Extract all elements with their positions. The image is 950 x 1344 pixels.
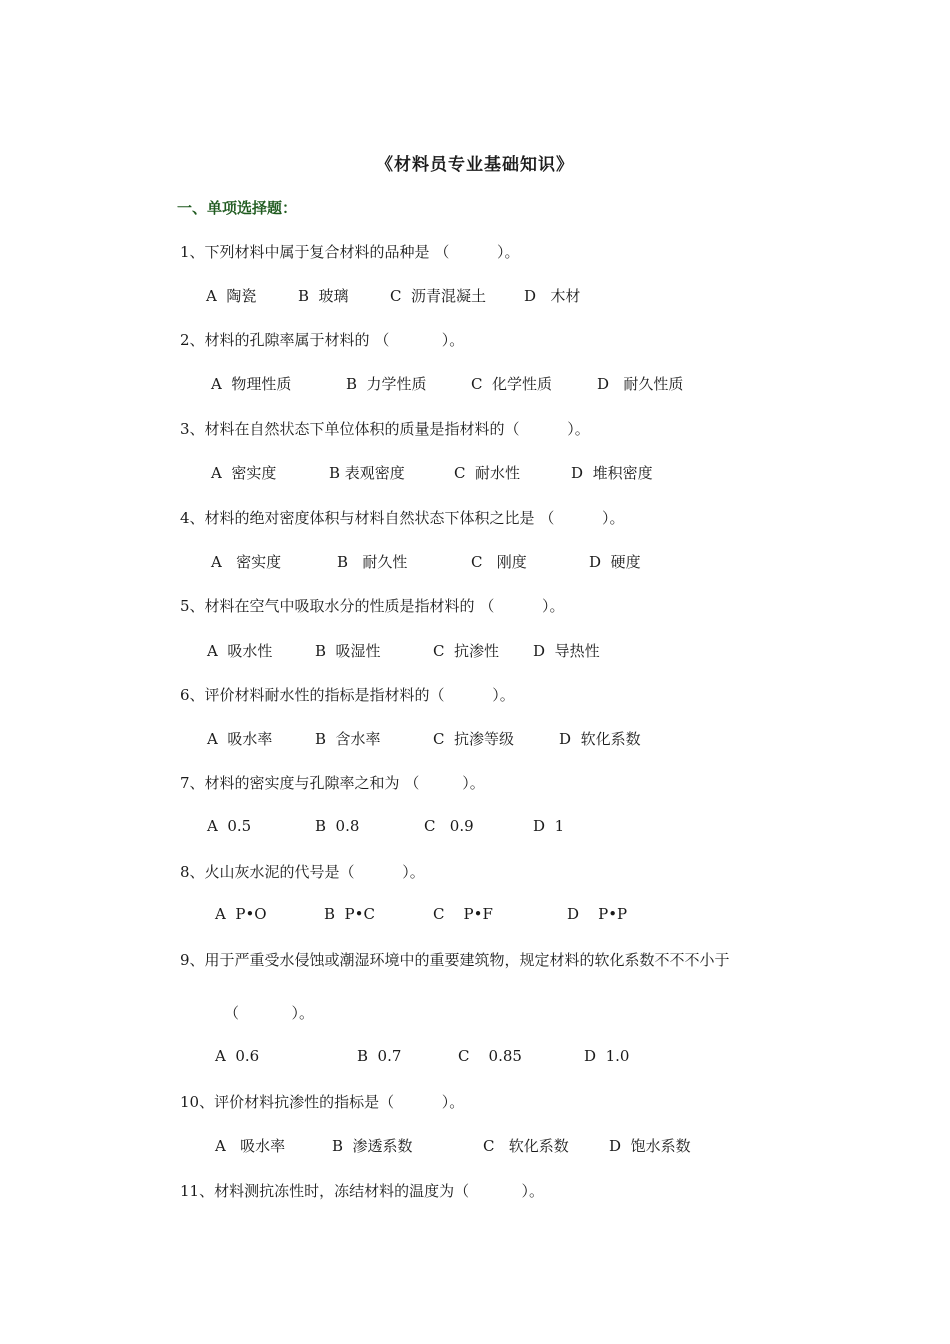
question-1: 1、下列材料中属于复合材料的品种是 （ ）。 [180, 243, 520, 261]
option-a: A 吸水率 [207, 730, 273, 748]
question-9-continuation: （ ）。 [224, 1004, 314, 1022]
option-a: A 吸水率 [215, 1137, 286, 1155]
section-heading: 一、单项选择题： [177, 199, 298, 217]
option-d: D 1.0 [584, 1047, 630, 1065]
option-c: C 抗渗等级 [433, 730, 515, 748]
option-b: B 表观密度 [329, 464, 405, 482]
option-a: A 密实度 [211, 464, 277, 482]
option-c: C P•F [433, 905, 493, 923]
document-title: 《材料员专业基础知识》 [376, 155, 574, 175]
option-c: C 抗渗性 [433, 642, 500, 660]
option-c: C 刚度 [471, 553, 527, 571]
option-d: D P•P [567, 905, 628, 923]
option-d: D 木材 [524, 287, 581, 305]
question-3: 3、材料在自然状态下单位体积的质量是指材料的（ ）。 [180, 420, 590, 438]
option-b: B 耐久性 [337, 553, 408, 571]
question-2: 2、材料的孔隙率属于材料的 （ ）。 [180, 331, 465, 349]
option-c: C 0.85 [458, 1047, 522, 1065]
option-c: C 化学性质 [471, 375, 553, 393]
option-c: C 软化系数 [483, 1137, 569, 1155]
question-9: 9、用于严重受水侵蚀或潮湿环境中的重要建筑物，规定材料的软化系数不不不小于 [180, 951, 730, 969]
option-a: A 物理性质 [211, 375, 292, 393]
option-a: A 0.5 [207, 817, 252, 835]
option-b: B 0.7 [357, 1047, 402, 1065]
option-b: B 玻璃 [298, 287, 349, 305]
option-b: B 含水率 [315, 730, 381, 748]
option-d: D 耐久性质 [597, 375, 684, 393]
option-b: B 吸湿性 [315, 642, 381, 660]
option-a: A P•O [215, 905, 267, 923]
option-d: D 软化系数 [559, 730, 641, 748]
option-a: A 密实度 [211, 553, 282, 571]
question-5: 5、材料在空气中吸取水分的性质是指材料的 （ ）。 [180, 597, 565, 615]
question-7: 7、材料的密实度与孔隙率之和为 （ ）。 [180, 774, 485, 792]
option-b: B 渗透系数 [332, 1137, 413, 1155]
question-11: 11、材料测抗冻性时，冻结材料的温度为（ ）。 [180, 1182, 545, 1200]
option-d: D 硬度 [589, 553, 641, 571]
option-d: D 导热性 [533, 642, 600, 660]
question-8: 8、火山灰水泥的代号是（ ）。 [180, 863, 425, 881]
option-d: D 1 [533, 817, 565, 835]
option-c: C 沥青混凝土 [390, 287, 487, 305]
option-b: B 力学性质 [346, 375, 427, 393]
option-a: A 0.6 [215, 1047, 260, 1065]
option-c: C 耐水性 [454, 464, 521, 482]
option-b: B 0.8 [315, 817, 360, 835]
option-a: A 吸水性 [207, 642, 273, 660]
question-6: 6、评价材料耐水性的指标是指材料的（ ）。 [180, 686, 515, 704]
option-d: D 堆积密度 [571, 464, 653, 482]
question-10: 10、评价材料抗渗性的指标是（ ）。 [180, 1093, 465, 1111]
option-c: C 0.9 [424, 817, 474, 835]
question-4: 4、材料的绝对密度体积与材料自然状态下体积之比是 （ ）。 [180, 509, 625, 527]
option-d: D 饱水系数 [609, 1137, 691, 1155]
option-b: B P•C [324, 905, 375, 923]
option-a: A 陶瓷 [206, 287, 257, 305]
